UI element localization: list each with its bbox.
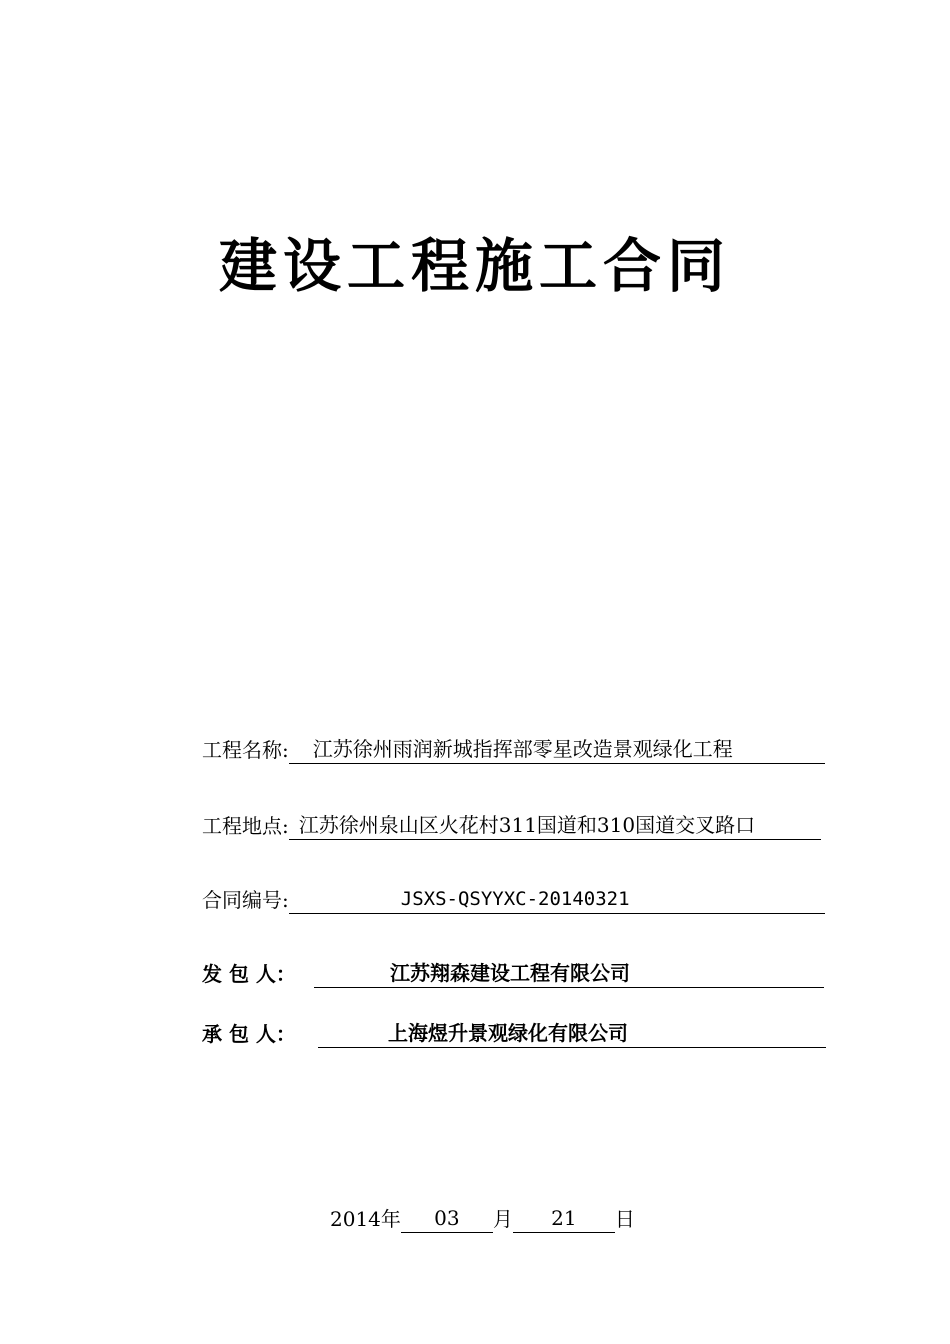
contract-number-row bbox=[202, 882, 825, 914]
project-name-field bbox=[289, 735, 825, 764]
contractor-label: 承 包 人： bbox=[202, 1022, 296, 1046]
date-month-suffix: 月 bbox=[492, 1207, 513, 1231]
contractor-row bbox=[202, 1016, 826, 1048]
project-name-value: 江苏徐州雨润新城指挥部零星改造景观绿化工程 bbox=[312, 737, 733, 761]
project-location-value: 江苏徐州泉山区火花村311国道和310国道交叉路口 bbox=[298, 813, 756, 837]
contract-number-field bbox=[289, 885, 825, 914]
signing-date bbox=[330, 1204, 635, 1233]
date-day: 21 bbox=[513, 1204, 615, 1233]
date-year: 2014 bbox=[330, 1207, 381, 1231]
contractor-field bbox=[318, 1019, 826, 1048]
project-name-row bbox=[202, 732, 825, 764]
date-month: 03 bbox=[401, 1204, 493, 1233]
contract-number-value: JSXS-QSYYXC-20140321 bbox=[400, 888, 630, 910]
contract-number-label: 合同编号: bbox=[202, 888, 289, 912]
project-location-row bbox=[202, 808, 821, 840]
document-title: 建设工程施工合同 bbox=[218, 232, 731, 300]
project-location-field bbox=[289, 811, 821, 840]
date-day-suffix: 日 bbox=[614, 1207, 635, 1231]
employer-field bbox=[314, 959, 824, 988]
employer-row bbox=[202, 956, 824, 988]
project-location-label: 工程地点: bbox=[202, 814, 289, 838]
contractor-value: 上海煜升景观绿化有限公司 bbox=[388, 1021, 628, 1045]
employer-value: 江苏翔森建设工程有限公司 bbox=[390, 961, 630, 985]
employer-label: 发 包 人： bbox=[202, 962, 296, 986]
project-name-label: 工程名称: bbox=[202, 738, 289, 762]
date-year-suffix: 年 bbox=[380, 1207, 401, 1231]
